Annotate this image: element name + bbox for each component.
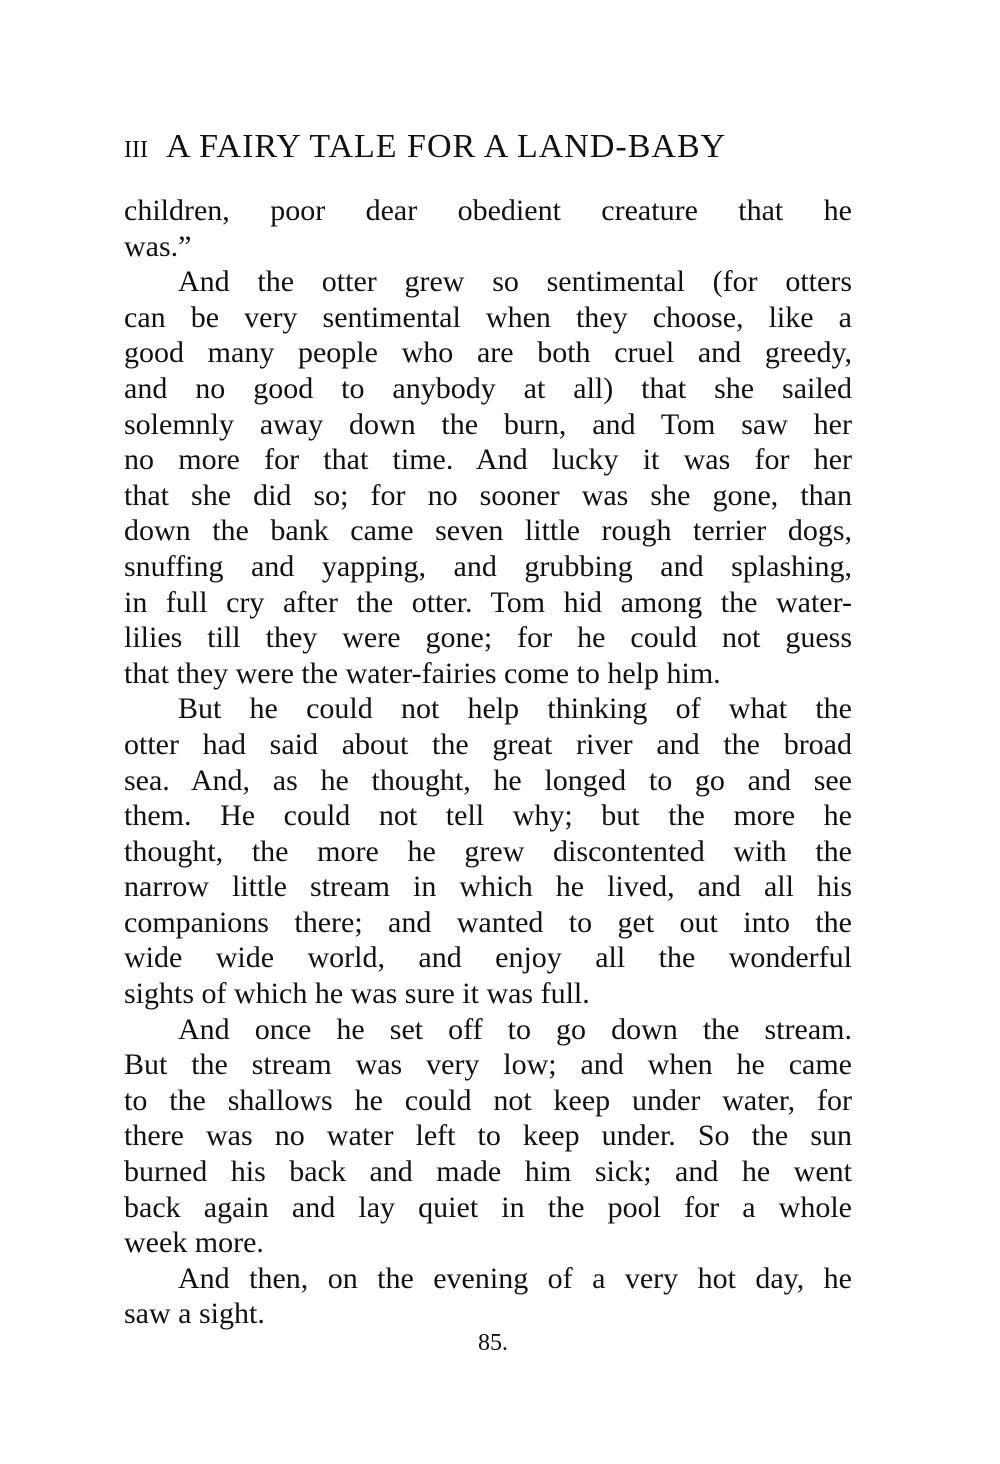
text-line: children, poor dear obedient creature that he xyxy=(124,194,852,227)
chapter-number: III xyxy=(124,137,148,163)
text-line: saw a sight. xyxy=(124,1297,265,1331)
text-line: no more for that time. And lucky it was for her xyxy=(124,443,852,477)
text-line: companions there; and wanted to get out into the xyxy=(124,905,852,939)
text-line: was.” xyxy=(124,229,192,263)
text-line: solemnly away down the burn, and Tom saw her xyxy=(124,407,852,441)
text-line: sea. And, as he thought, he longed to go and see xyxy=(124,763,852,797)
running-title: A FAIRY TALE FOR A LAND-BABY xyxy=(165,128,727,165)
text-line: week more. xyxy=(124,1226,264,1260)
text-line: down the bank came seven little rough terrier dogs, xyxy=(124,514,852,548)
text-line: that they were the water-fairies come to help him. xyxy=(124,656,721,690)
text-line: good many people who are both cruel and greedy, xyxy=(124,336,852,370)
text-line: otter had said about the great river and the broad xyxy=(124,727,852,761)
body-text xyxy=(124,193,852,1332)
text-line: But he could not help thinking of what the xyxy=(178,692,852,726)
text-line: lilies till they were gone; for he could not guess xyxy=(124,621,852,655)
text-line: snuffing and yapping, and grubbing and splashing, xyxy=(124,549,852,583)
page-number: 85. xyxy=(478,1330,508,1356)
text-line: there was no water left to keep under. So the sun xyxy=(124,1119,852,1153)
running-header xyxy=(124,128,836,176)
text-line: and no good to anybody at all) that she sailed xyxy=(124,371,852,405)
text-line: that she did so; for no sooner was she gone, than xyxy=(124,478,852,512)
text-line: burned his back and made him sick; and he went xyxy=(124,1155,852,1189)
text-line: thought, the more he grew discontented with the xyxy=(124,834,852,868)
text-line: back again and lay quiet in the pool for a whole xyxy=(124,1190,852,1224)
text-line: them. He could not tell why; but the more he xyxy=(124,799,852,833)
text-line: And the otter grew so sentimental (for otters xyxy=(178,265,852,299)
text-line: to the shallows he could not keep under water, for xyxy=(124,1083,852,1117)
text-line: sights of which he was sure it was full. xyxy=(124,977,590,1011)
text-line: can be very sentimental when they choose, like a xyxy=(124,300,852,334)
text-line: And once he set off to go down the stream. xyxy=(178,1012,852,1046)
text-line: But the stream was very low; and when he came xyxy=(124,1048,852,1082)
text-line: wide wide world, and enjoy all the wonderful xyxy=(124,941,852,975)
text-line: narrow little stream in which he lived, and all his xyxy=(124,870,852,904)
text-line: in full cry after the otter. Tom hid among the water- xyxy=(124,585,852,619)
text-line: And then, on the evening of a very hot day, he xyxy=(178,1261,852,1295)
